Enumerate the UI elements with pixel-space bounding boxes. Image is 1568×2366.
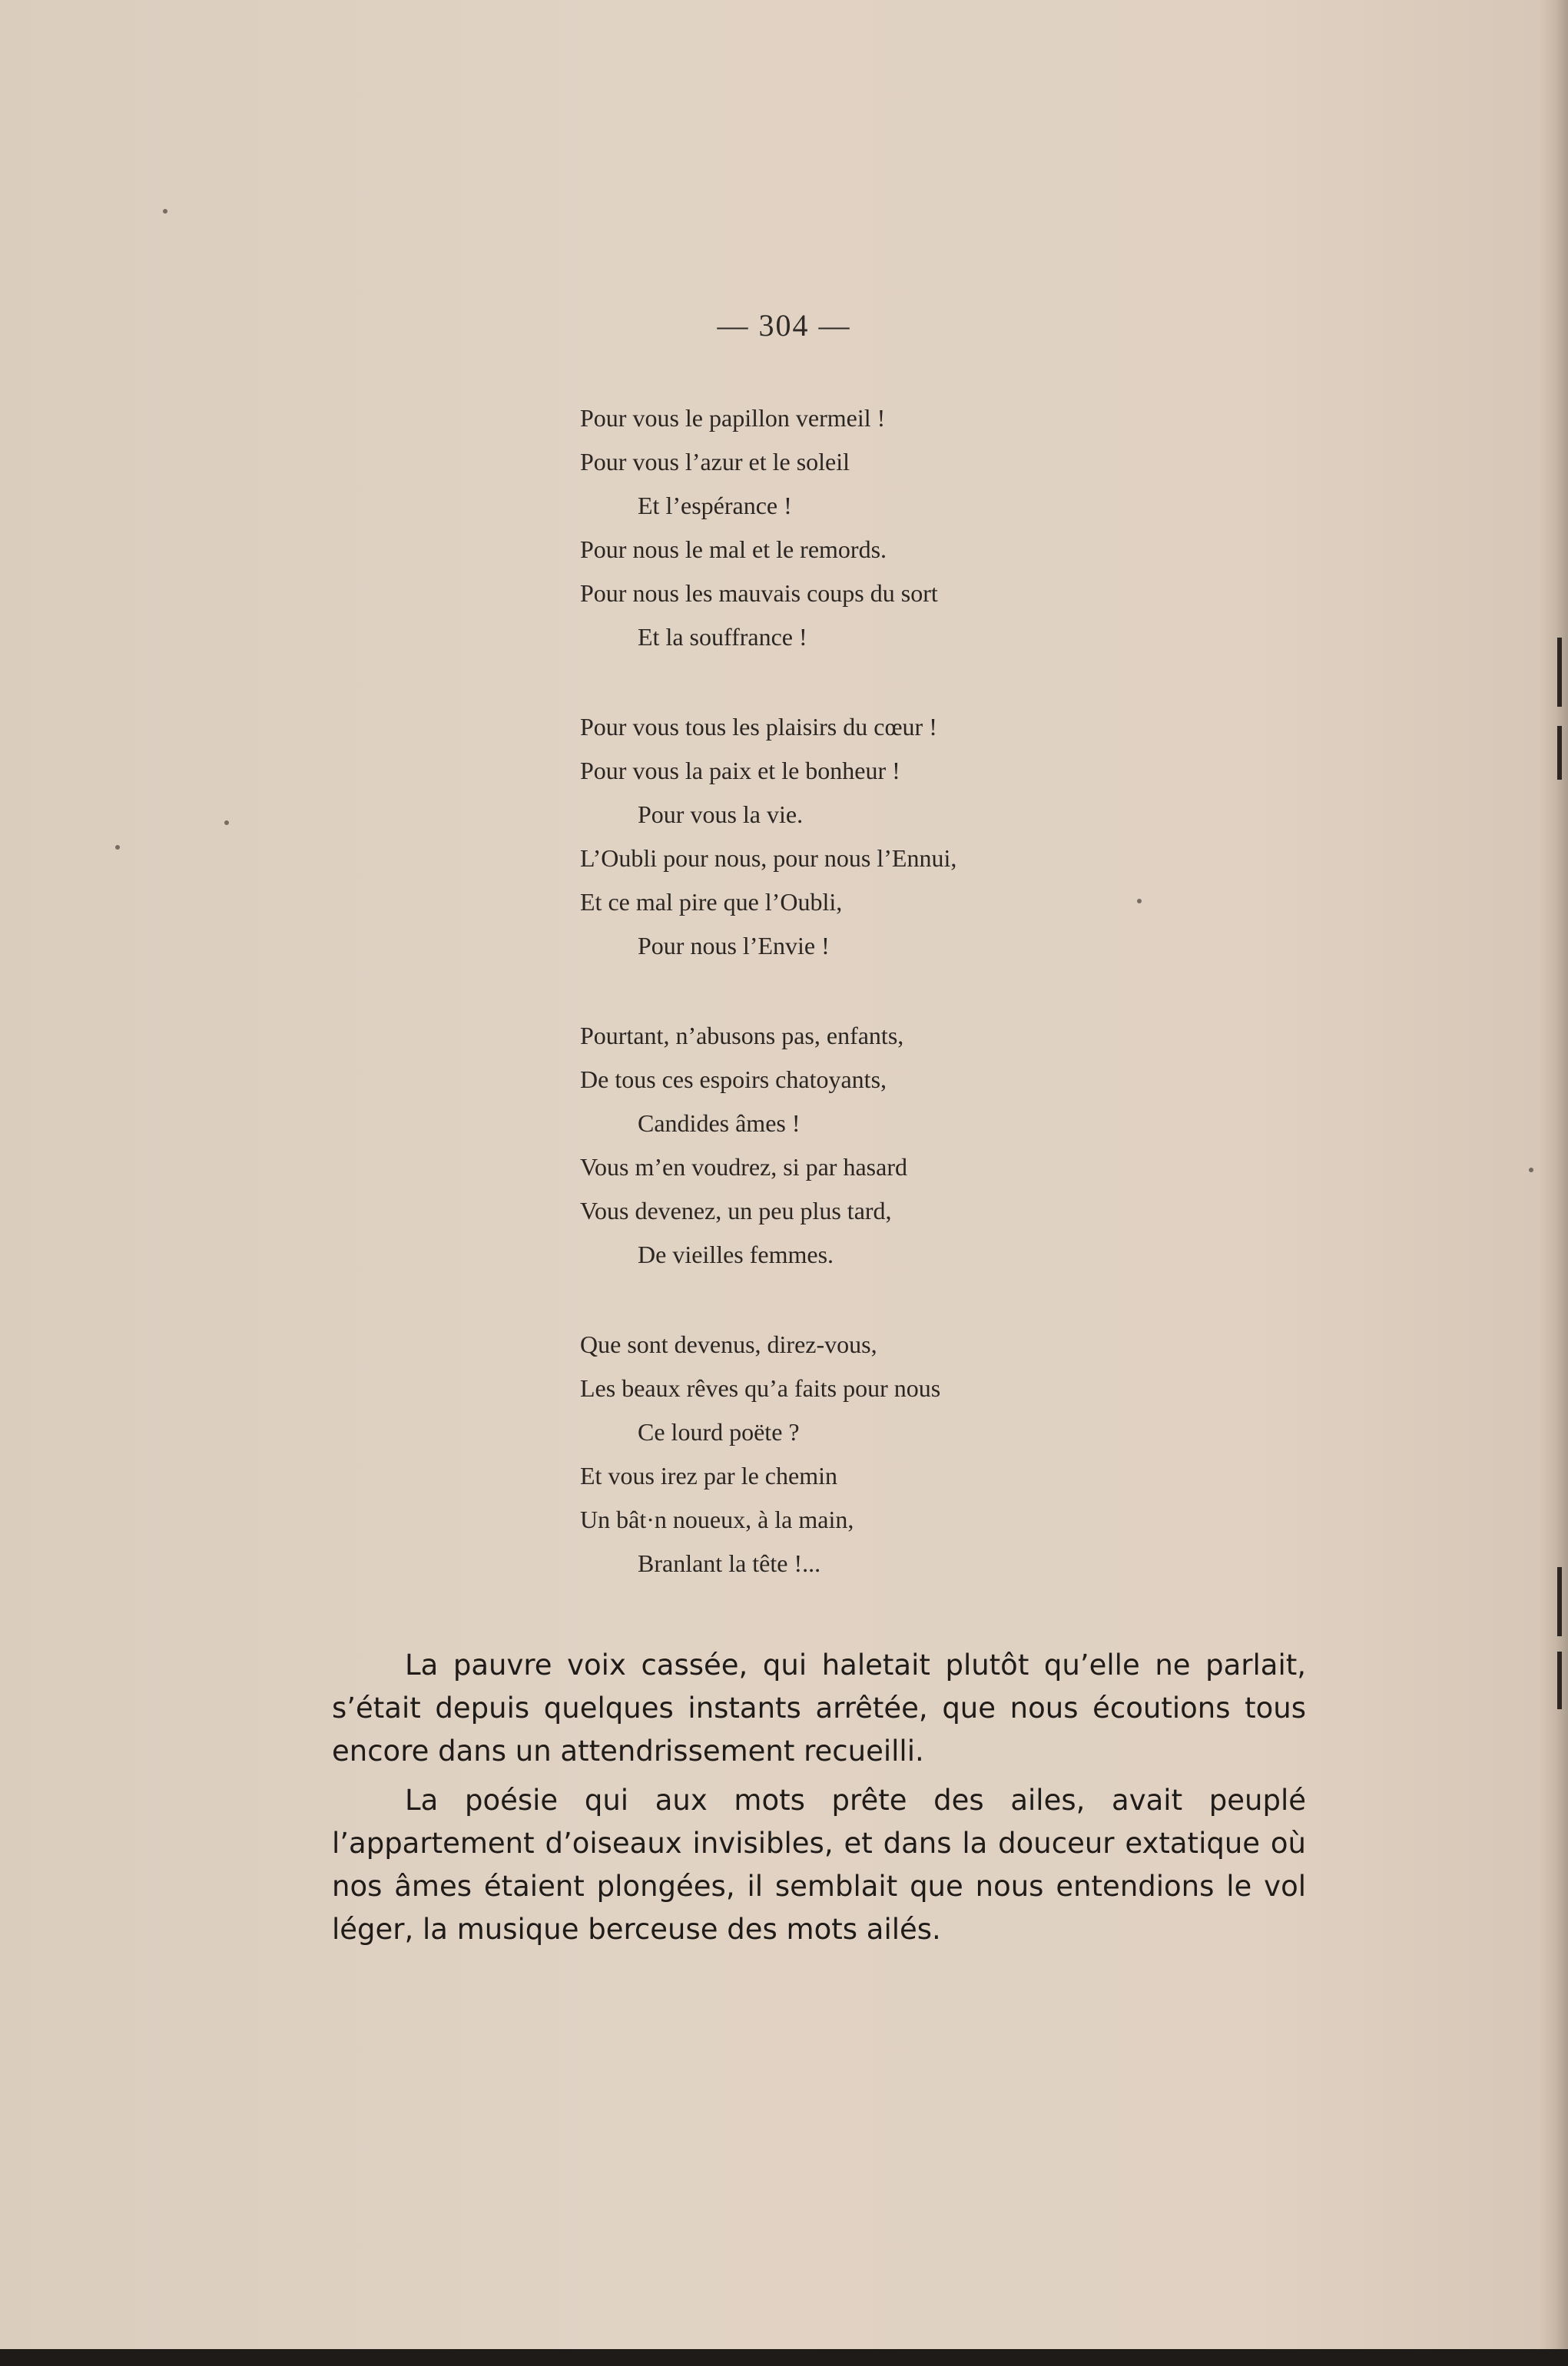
poem-stanza [580,1014,1271,1277]
binding-mark [1557,1652,1562,1709]
poem-line: Pour nous les mauvais coups du sort [580,579,938,607]
paper-speck [163,209,167,214]
paper-speck [224,820,229,825]
poem-line: Pour vous la vie. [638,800,804,828]
binding-mark [1557,1567,1562,1636]
poem-line: Un bât·n noueux, à la main, [580,1506,854,1533]
poem-line: De tous ces espoirs chatoyants, [580,1065,887,1093]
poem-line: Pour vous le papillon vermeil ! [580,404,886,432]
paper-speck [115,845,120,850]
prose-paragraph: La pauvre voix cassée, qui haletait plutôt qu’elle ne parlait, s’était depuis quelques instants arrêtée, que nous écoutions tous encore dans un attendrissement recueilli. [332,1649,1306,1768]
poem-line: Et ce mal pire que l’Oubli, [580,888,843,916]
poem-line: Ce lourd poëte ? [638,1418,800,1446]
poem-line: Pour vous l’azur et le soleil [580,448,850,476]
poem-line: Candides âmes ! [638,1109,801,1137]
poem-line: Les beaux rêves qu’a faits pour nous [580,1374,941,1402]
prose-paragraph: La poésie qui aux mots prête des ailes, avait peuplé l’appartement d’oiseaux invisibles, et dans la douceur extatique où nos âmes étaient plongées, il semblait que nous entendions le vol léger, la musique berceuse des mots ailés. [332,1784,1306,1946]
poem-line: Et la souffrance ! [638,623,807,651]
poem-stanza [580,396,1271,659]
scan-bottom-border [0,2349,1568,2366]
prose-text [332,1644,1306,1957]
poem-line: Et l’espérance ! [638,492,792,519]
poem-stanza [580,1323,1271,1586]
poem-line: De vieilles femmes. [638,1241,834,1268]
binding-mark [1557,638,1562,707]
poem [580,396,1271,1586]
paper-speck [1529,1168,1533,1172]
poem-line: Pour vous la paix et le bonheur ! [580,757,900,784]
poem-line: L’Oubli pour nous, pour nous l’Ennui, [580,844,957,872]
poem-line: Pour nous l’Envie ! [638,932,830,959]
poem-line: Et vous irez par le chemin [580,1462,837,1490]
poem-line: Vous m’en voudrez, si par hasard [580,1153,907,1181]
poem-line: Pour vous tous les plaisirs du cœur ! [580,713,937,741]
poem-line: Vous devenez, un peu plus tard, [580,1197,892,1224]
page-edge-shadow [1539,0,1568,2366]
poem-line: Branlant la tête !... [638,1549,821,1577]
page-number: — 304 — [717,308,851,343]
binding-mark [1557,726,1562,780]
poem-stanza [580,705,1271,968]
poem-line: Pour nous le mal et le remords. [580,535,887,563]
poem-line: Que sont devenus, direz-vous, [580,1330,877,1358]
poem-line: Pourtant, n’abusons pas, enfants, [580,1022,904,1049]
